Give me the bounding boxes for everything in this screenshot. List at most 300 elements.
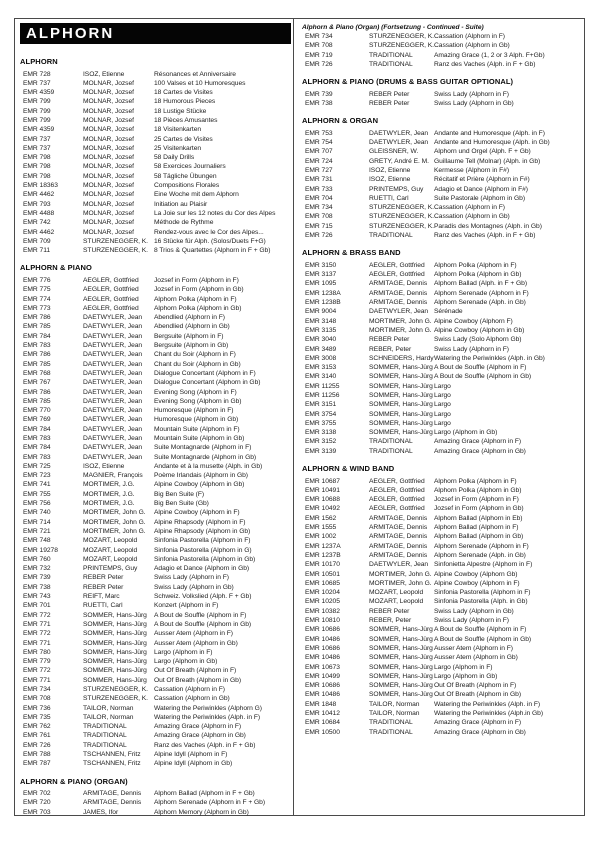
catalog-row [302, 728, 580, 737]
row-title: Cassation (Alphorn in Gb) [434, 213, 510, 221]
row-composer: PRINTEMPS, Guy [83, 565, 138, 573]
row-title: Konzert (Alphorn in F) [154, 602, 219, 610]
row-title: Amazing Grace (Alphorn in Gb) [434, 447, 526, 455]
row-emr-number: EMR 10499 [305, 672, 340, 680]
catalog-row [302, 437, 580, 446]
row-title: Out Of Breath (Alphorn in F) [434, 682, 517, 690]
row-title: Largo [434, 382, 451, 390]
row-emr-number: EMR 724 [305, 157, 333, 165]
row-emr-number: EMR 10685 [305, 579, 340, 587]
row-title: Mountain Suite (Alphorn in Gb) [154, 434, 245, 442]
row-title: 58 Daily Drills [154, 154, 195, 162]
catalog-row [302, 391, 580, 400]
row-emr-number: EMR 10684 [305, 719, 340, 727]
row-title: Cassation (Alphorn in F) [434, 33, 505, 40]
row-composer: ARMITAGE, Dennis [83, 790, 142, 798]
catalog-row [20, 181, 291, 190]
row-title: Andante and Humoresque (Alph. in F) [434, 129, 545, 137]
catalog-row [302, 690, 580, 699]
row-emr-number: EMR 783 [23, 342, 51, 350]
catalog-row [302, 129, 580, 138]
catalog-row [302, 231, 580, 240]
catalog-row [20, 107, 291, 116]
row-emr-number: EMR 737 [23, 79, 51, 87]
row-title: Ausser Atem (Alphorn in F) [154, 630, 233, 638]
row-title: Alphorn Ballad (Alphorn in Eb) [434, 514, 523, 522]
row-emr-number: EMR 737 [23, 135, 51, 143]
row-title: Andante and Humoresque (Alph. in Gb) [434, 139, 550, 147]
row-title: Sinfonia Pastorella (Alphorn in G) [154, 546, 252, 554]
row-composer: AEGLER, Gottfried [83, 286, 139, 294]
row-emr-number: EMR 734 [305, 204, 333, 212]
catalog-row [20, 434, 291, 443]
page-title-banner: ALPHORN [20, 23, 291, 44]
row-title: Sinfonia Pastorella (Alphorn in F) [434, 589, 531, 597]
row-emr-number: EMR 738 [23, 583, 51, 591]
row-emr-number: EMR 779 [23, 658, 51, 666]
row-emr-number: EMR 702 [23, 790, 51, 798]
section-header: ALPHORN & WIND BAND [302, 464, 395, 474]
row-title: La Joie sur les 12 notes du Cor des Alpes [154, 209, 276, 217]
catalog-row [302, 551, 580, 560]
row-composer: MORTIMER, John G. [83, 527, 146, 535]
row-title: Ausser Atem (Alphorn in F) [434, 644, 513, 652]
row-title: Alphorn Serenade (Alph. in Gb) [434, 299, 526, 307]
row-emr-number: EMR 732 [23, 565, 51, 573]
catalog-row [20, 592, 291, 601]
catalog-row [302, 588, 580, 597]
row-title: Alphorn Memory (Alphorn in Gb) [154, 808, 249, 816]
row-composer: TRADITIONAL [369, 447, 413, 455]
row-title: Alphorn Ballad (Alphorn in F) [434, 524, 519, 532]
row-title: Alpine Cowboy (Alphorn F) [434, 317, 513, 325]
row-emr-number: EMR 4359 [23, 89, 55, 97]
row-composer: MOLNAR, Jozsef [83, 144, 134, 152]
row-title: Jozsef in Form (Alphorn in Gb) [434, 505, 524, 513]
row-emr-number: EMR 774 [23, 295, 51, 303]
row-composer: DAETWYLER, Jean [83, 369, 143, 377]
row-title: Out Of Breath (Alphorn in Gb) [154, 676, 242, 684]
row-composer: AEGLER, Gottfried [83, 304, 139, 312]
catalog-row [20, 508, 291, 517]
row-emr-number: EMR 738 [305, 99, 333, 107]
catalog-row [302, 419, 580, 428]
row-title: Méthode de Rythme [154, 219, 214, 227]
catalog-row [20, 350, 291, 359]
catalog-row [302, 335, 580, 344]
row-emr-number: EMR 734 [305, 33, 333, 40]
catalog-row [302, 477, 580, 486]
row-emr-number: EMR 1237B [305, 551, 341, 559]
row-title: Guillaume Tell (Molnar) (Alph. in Gb) [434, 157, 541, 165]
row-title: Schweiz. Volkslied (Alph. F + Gb) [154, 593, 252, 601]
row-emr-number: EMR 10492 [305, 505, 340, 513]
catalog-row [302, 345, 580, 354]
row-emr-number: EMR 3040 [305, 336, 337, 344]
row-composer: ISOZ, Etienne [369, 166, 411, 174]
catalog-row [302, 354, 580, 363]
row-emr-number: EMR 756 [23, 500, 51, 508]
catalog-row [302, 222, 580, 231]
row-title: Bergsuite (Alphorn in F) [154, 332, 224, 340]
row-emr-number: EMR 786 [23, 351, 51, 359]
row-composer: TRADITIONAL [369, 719, 413, 727]
catalog-row [302, 495, 580, 504]
row-title: Watering the Periwinkles (Alph. in Gb) [434, 354, 545, 362]
row-title: 18 Humorous Pieces [154, 98, 216, 106]
row-composer: MORTIMER, John G. [369, 326, 432, 334]
row-emr-number: EMR 786 [23, 314, 51, 322]
row-title: Sinfonia Pastorella (Alphorn in F) [154, 537, 251, 545]
catalog-row [20, 88, 291, 97]
catalog-row [302, 410, 580, 419]
catalog-row [20, 808, 291, 817]
row-composer: SOMMER, Hans-Jürg [369, 644, 433, 652]
row-composer: STURZENEGGER, K. [83, 695, 148, 703]
row-composer: TSCHANNEN, Fritz [83, 751, 141, 759]
row-emr-number: EMR 10687 [305, 477, 340, 485]
catalog-row [20, 388, 291, 397]
row-emr-number: EMR 4488 [23, 209, 55, 217]
row-emr-number: EMR 3489 [305, 345, 337, 353]
catalog-row [20, 573, 291, 582]
row-title: Alpine Idyll (Alphorn in Gb) [154, 760, 233, 768]
row-title: Largo [434, 392, 451, 399]
row-title: Ausser Atem (Alphorn in Gb) [154, 639, 238, 647]
catalog-row [20, 406, 291, 415]
row-composer: MORTIMER, John G. [83, 518, 146, 526]
catalog-row [20, 172, 291, 181]
row-emr-number: EMR 10686 [305, 644, 340, 652]
row-title: Watering the Periwinkles (Alph. in F) [434, 700, 541, 708]
row-title: Swiss Lady (Alphorn in Gb) [434, 607, 514, 615]
row-title: 100 Valses et 10 Humoresques [154, 79, 246, 87]
catalog-row [20, 313, 291, 322]
row-composer: DAETWYLER, Jean [369, 139, 429, 147]
row-title: 16 Stücke für Alph. (Solos/Duets F+G) [154, 237, 266, 245]
catalog-row [20, 425, 291, 434]
row-title: Evening Song (Alphorn in F) [154, 388, 237, 396]
row-title: Alphorn Serenade (Alphorn in F) [434, 289, 529, 297]
row-composer: MOLNAR, Jozsef [83, 228, 134, 236]
row-title: Largo (Alphorn in F) [154, 648, 213, 656]
row-emr-number: EMR 18363 [23, 182, 58, 190]
row-composer: STURZENEGGER, K. [369, 33, 434, 40]
catalog-row [302, 138, 580, 147]
row-composer: TRADITIONAL [83, 741, 127, 749]
row-emr-number: EMR 740 [23, 509, 51, 517]
row-composer: MORTIMER, John G. [369, 579, 432, 587]
row-emr-number: EMR 785 [23, 323, 51, 331]
catalog-row [20, 750, 291, 759]
row-title: Rendez-vous avec le Cor des Alpes... [154, 228, 264, 236]
row-emr-number: EMR 772 [23, 611, 51, 619]
row-composer: SOMMER, Hans-Jürg [369, 626, 433, 634]
row-composer: SOMMER, Hans-Jürg [369, 663, 433, 671]
catalog-row [20, 415, 291, 424]
row-title: Cassation (Alphorn in F) [434, 204, 505, 212]
row-composer: DAETWYLER, Jean [369, 308, 429, 316]
row-composer: MOLNAR, Jozsef [83, 172, 134, 180]
row-title: Largo [434, 410, 451, 418]
row-composer: MOZART, Leopold [83, 555, 138, 563]
row-title: 8 Trios & Quartettes (Alphorn in F + Gb) [154, 247, 271, 255]
row-composer: DAETWYLER, Jean [83, 444, 143, 452]
catalog-row [302, 644, 580, 653]
row-emr-number: EMR 714 [23, 518, 51, 526]
row-composer: REBER Peter [83, 583, 124, 591]
row-composer: STURZENEGGER, K. [83, 686, 148, 693]
row-composer: TRADITIONAL [369, 728, 413, 736]
row-title: Swiss Lady (Alphorn in F) [434, 617, 509, 625]
row-title: Alpine Cowboy (Alphorn in Gb) [154, 481, 245, 489]
row-composer: DAETWYLER, Jean [83, 342, 143, 350]
row-title: Alpine Rhapsody (Alphorn in Gb) [154, 527, 251, 535]
row-composer: MORTIMER, John G. [83, 509, 146, 517]
row-composer: DAETWYLER, Jean [83, 351, 143, 359]
row-title: 18 Visitenkarten [154, 126, 202, 134]
row-title: Alphorn Polka (Alphorn in Gb) [154, 304, 242, 312]
row-title: Alpine Idyll (Alphorn in F) [154, 751, 228, 759]
row-composer: DAETWYLER, Jean [83, 379, 143, 387]
row-emr-number: EMR 743 [23, 593, 51, 601]
row-composer: MORTIMER, J.G. [83, 481, 135, 489]
catalog-row [20, 332, 291, 341]
row-composer: MORTIMER, John G. [369, 570, 432, 578]
catalog-row [302, 363, 580, 372]
row-title: A Bout de Souffle (Alphorn in Gb) [154, 620, 252, 628]
row-emr-number: EMR 708 [305, 213, 333, 221]
row-composer: MORTIMER, John G. [369, 317, 432, 325]
row-composer: SOMMER, Hans-Jürg [83, 620, 147, 628]
row-emr-number: EMR 10382 [305, 607, 340, 615]
row-title: Paradis des Montagnes (Alph. in Gb) [434, 222, 542, 230]
catalog-row [302, 203, 580, 212]
row-composer: TAILOR, Norman [369, 710, 420, 717]
row-title: Récitatif et Prière (Alphorn in F#) [434, 176, 530, 184]
row-emr-number: EMR 733 [305, 185, 333, 193]
row-emr-number: EMR 3138 [305, 429, 337, 437]
row-composer: SOMMER, Hans-Jürg [83, 639, 147, 647]
catalog-row [20, 209, 291, 218]
row-emr-number: EMR 1555 [305, 524, 337, 532]
catalog-row [20, 722, 291, 731]
row-composer: DAETWYLER, Jean [83, 388, 143, 396]
catalog-row [302, 672, 580, 681]
row-title: 25 Cartes de Visites [154, 135, 213, 143]
row-composer: MOLNAR, Jozsef [83, 126, 134, 134]
row-emr-number: EMR 760 [23, 555, 51, 563]
row-emr-number: EMR 3151 [305, 401, 337, 409]
row-title: Dialogue Concertant (Alphorn in Gb) [154, 379, 261, 387]
row-emr-number: EMR 761 [23, 732, 51, 740]
row-emr-number: EMR 786 [23, 388, 51, 396]
row-composer: ARMITAGE, Dennis [369, 289, 428, 297]
row-emr-number: EMR 741 [23, 481, 51, 489]
catalog-row [302, 289, 580, 298]
row-composer: SOMMER, Hans-Jürg [369, 373, 433, 381]
row-composer: AEGLER, Gottfried [369, 496, 425, 504]
row-title: Big Ben Suite (F) [154, 490, 205, 498]
row-emr-number: EMR 4462 [23, 228, 55, 236]
catalog-row [20, 741, 291, 750]
row-composer: SOMMER, Hans-Jürg [369, 392, 433, 399]
row-emr-number: EMR 736 [23, 704, 51, 712]
row-composer: DAETWYLER, Jean [83, 323, 143, 331]
catalog-row [20, 704, 291, 713]
row-emr-number: EMR 798 [23, 154, 51, 162]
catalog-row [302, 635, 580, 644]
row-emr-number: EMR 728 [23, 70, 51, 78]
catalog-row [302, 307, 580, 316]
row-composer: JAMES, Ifor [83, 808, 119, 816]
row-emr-number: EMR 711 [23, 247, 51, 255]
row-composer: ISOZ, Etienne [83, 462, 125, 470]
row-title: Sérénade [434, 308, 463, 316]
row-title: Andante et à la musette (Alph. in Gb) [154, 462, 263, 470]
row-emr-number: EMR 4359 [23, 126, 55, 134]
row-emr-number: EMR 784 [23, 332, 51, 340]
section-header: ALPHORN & PIANO [20, 263, 92, 273]
catalog-row [302, 60, 580, 69]
row-composer: SOMMER, Hans-Jürg [369, 382, 433, 390]
row-title: Abendlied (Alphorn in Gb) [154, 323, 230, 331]
row-title: Amazing Grace (Alphorn in Gb) [434, 728, 526, 736]
row-title: Big Ben Suite (Gb) [154, 500, 209, 508]
row-emr-number: EMR 3148 [305, 317, 337, 325]
row-title: Eine Woche mit dem Alphorn [154, 191, 239, 199]
row-emr-number: EMR 783 [23, 434, 51, 442]
catalog-row [20, 694, 291, 703]
catalog-row [302, 428, 580, 437]
catalog-row [302, 90, 580, 99]
row-composer: REBER, Peter [369, 617, 412, 625]
row-emr-number: EMR 772 [23, 667, 51, 675]
row-title: Amazing Grace (Alphorn in F) [434, 438, 522, 446]
row-emr-number: EMR 3755 [305, 419, 337, 427]
catalog-row [20, 536, 291, 545]
row-title: Alpine Cowboy (Alphorn in F) [434, 579, 520, 587]
row-emr-number: EMR 780 [23, 648, 51, 656]
row-title: Amazing Grace (Alphorn in F) [434, 719, 522, 727]
row-composer: MOLNAR, Jozsef [83, 89, 134, 97]
row-composer: TRADITIONAL [369, 60, 413, 68]
catalog-row [20, 360, 291, 369]
row-composer: STURZENEGGER, K. [369, 213, 434, 221]
row-title: Alpine Cowboy (Alphorn Gb) [434, 570, 518, 578]
row-emr-number: EMR 10501 [305, 570, 340, 578]
row-composer: DAETWYLER, Jean [369, 561, 429, 569]
row-title: Jozsef in Form (Alphorn in Gb) [154, 286, 244, 294]
row-emr-number: EMR 707 [305, 148, 333, 156]
catalog-row [20, 79, 291, 88]
row-title: Ranz des Vaches (Alph. in F + Gb) [154, 741, 256, 749]
catalog-row [302, 447, 580, 456]
row-title: Largo (Alphorn in F) [434, 663, 493, 671]
row-title: Chant du Soir (Alphorn in Gb) [154, 360, 241, 368]
row-emr-number: EMR 10688 [305, 496, 340, 504]
row-composer: REBER Peter [369, 90, 410, 98]
catalog-row [20, 657, 291, 666]
row-composer: ARMITAGE, Dennis [369, 299, 428, 307]
row-emr-number: EMR 1002 [305, 533, 337, 541]
row-composer: AEGLER, Gottfried [83, 295, 139, 303]
row-composer: SOMMER, Hans-Jürg [83, 658, 147, 666]
row-composer: DAETWYLER, Jean [83, 407, 143, 415]
row-emr-number: EMR 3754 [305, 410, 337, 418]
catalog-row [302, 486, 580, 495]
catalog-row [20, 713, 291, 722]
row-emr-number: EMR 742 [23, 219, 51, 227]
row-emr-number: EMR 10412 [305, 710, 340, 717]
row-composer: ISOZ, Etienne [83, 70, 125, 78]
row-composer: TAILOR, Norman [83, 704, 134, 712]
catalog-row [20, 564, 291, 573]
catalog-row [302, 279, 580, 288]
row-emr-number: EMR 768 [23, 369, 51, 377]
row-title: Kermesse (Alphorn in F#) [434, 166, 509, 174]
row-emr-number: EMR 3139 [305, 447, 337, 455]
row-title: 18 Lustige Stücke [154, 107, 207, 115]
catalog-row [20, 397, 291, 406]
catalog-row [302, 194, 580, 203]
row-composer: STURZENEGGER, K. [369, 222, 434, 230]
catalog-row [20, 228, 291, 237]
row-emr-number: EMR 775 [23, 286, 51, 294]
catalog-row [302, 166, 580, 175]
row-composer: SOMMER, Hans-Jürg [369, 635, 433, 643]
row-composer: STURZENEGGER, K. [369, 204, 434, 212]
row-title: A Bout de Souffle (Alphorn in Gb) [434, 373, 532, 381]
row-composer: MOZART, Leopold [83, 537, 138, 545]
catalog-row [20, 611, 291, 620]
row-composer: DAETWYLER, Jean [83, 314, 143, 322]
row-title: Swiss Lady (Alphorn in Gb) [154, 583, 234, 591]
catalog-row [302, 326, 580, 335]
catalog-row [20, 518, 291, 527]
row-emr-number: EMR 772 [23, 630, 51, 638]
row-composer: TAILOR, Norman [369, 700, 420, 708]
row-composer: REBER, Peter [369, 345, 412, 353]
row-composer: TRADITIONAL [83, 723, 127, 731]
row-composer: MOLNAR, Jozsef [83, 154, 134, 162]
catalog-row [302, 504, 580, 513]
row-emr-number: EMR 726 [305, 60, 333, 68]
catalog-row [20, 601, 291, 610]
row-emr-number: EMR 10673 [305, 663, 340, 671]
catalog-row [302, 261, 580, 270]
catalog-row [20, 218, 291, 227]
row-emr-number: EMR 708 [23, 695, 51, 703]
catalog-row [302, 372, 580, 381]
row-emr-number: EMR 754 [305, 139, 333, 147]
catalog-row [302, 663, 580, 672]
row-composer: TRADITIONAL [369, 232, 413, 240]
row-composer: SOMMER, Hans-Jürg [369, 419, 433, 427]
row-title: 18 Pièces Amusantes [154, 116, 218, 124]
catalog-row [20, 246, 291, 255]
row-composer: SOMMER, Hans-Jürg [369, 672, 433, 680]
catalog-row [20, 144, 291, 153]
row-title: Swiss Lady (Solo Alphorn Gb) [434, 336, 522, 344]
row-title: Adagio et Dance (Alphorn in Gb) [154, 565, 250, 573]
row-emr-number: EMR 1562 [305, 514, 337, 522]
row-title: Largo (Alphorn in Gb) [434, 672, 498, 680]
catalog-row [20, 620, 291, 629]
row-title: Alpine Cowboy (Alphorn in Gb) [434, 326, 525, 334]
catalog-row [302, 709, 580, 718]
row-emr-number: EMR 785 [23, 397, 51, 405]
